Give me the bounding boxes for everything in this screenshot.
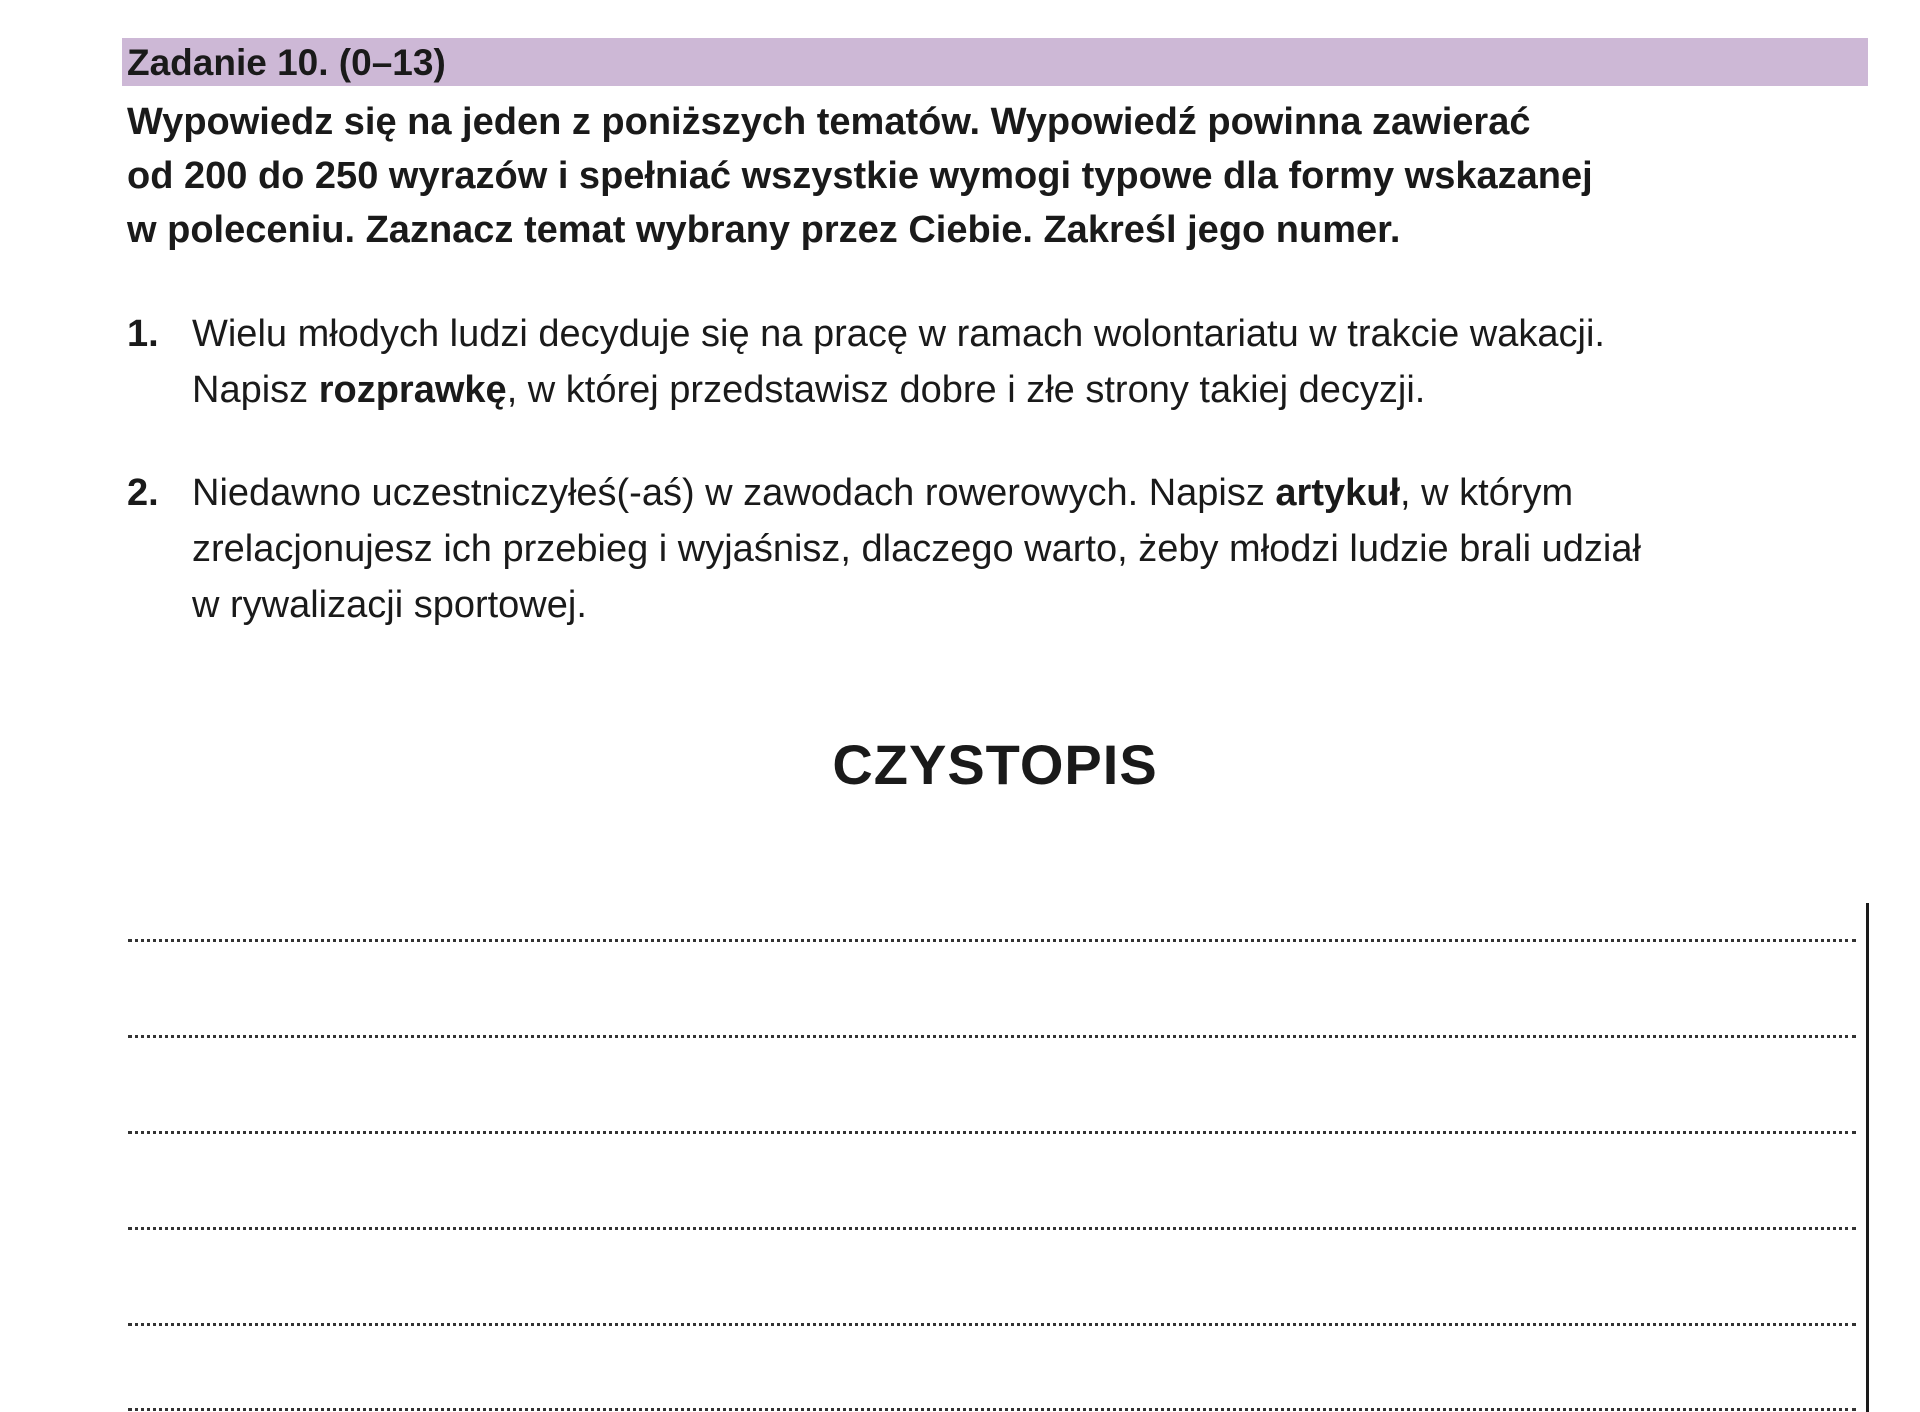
topic-text — [192, 306, 1605, 418]
instruction-line: Wypowiedz się na jeden z poniższych tematów. Wypowiedź powinna zawierać — [127, 101, 1531, 143]
topic-text-segment: , w którym — [1400, 472, 1574, 514]
instruction-line: w poleceniu. Zaznacz temat wybrany przez Ciebie. Zakreśl jego numer. — [127, 209, 1401, 251]
topic-line: zrelacjonujesz ich przebieg i wyjaśnisz, dlaczego warto, żeby młodzi ludzie brali udział — [192, 528, 1641, 570]
writing-line[interactable] — [128, 1323, 1856, 1326]
topic-text-segment: Niedawno uczestniczyłeś(-aś) w zawodach rowerowych. Napisz — [192, 472, 1276, 514]
topic-2[interactable] — [127, 465, 1641, 633]
topic-1[interactable] — [127, 306, 1605, 418]
fair-copy-heading: CZYSTOPIS — [832, 733, 1158, 796]
topic-line — [192, 362, 1605, 418]
writing-area-border — [1866, 903, 1869, 1412]
topic-line: w rywalizacji sportowej. — [192, 584, 587, 626]
writing-line[interactable] — [128, 939, 1856, 942]
topic-text — [192, 465, 1641, 633]
writing-line[interactable] — [128, 1035, 1856, 1038]
writing-line[interactable] — [128, 1227, 1856, 1230]
writing-line[interactable] — [128, 1131, 1856, 1134]
topic-line — [192, 465, 1641, 521]
topic-number[interactable]: 1. — [127, 313, 159, 355]
topic-line: Wielu młodych ludzi decyduje się na pracę w ramach wolontariatu w trakcie wakacji. — [192, 313, 1605, 355]
topic-text-segment: Napisz — [192, 369, 319, 411]
instruction-line: od 200 do 250 wyrazów i spełniać wszystkie wymogi typowe dla formy wskazanej — [127, 155, 1593, 197]
task-title: Zadanie 10. (0–13) — [127, 42, 446, 83]
topic-text-segment: , w której przedstawisz dobre i złe strony takiej decyzji. — [506, 369, 1426, 411]
topic-form-keyword: rozprawkę — [318, 369, 507, 411]
topic-number[interactable]: 2. — [127, 472, 159, 514]
writing-line[interactable] — [128, 1408, 1856, 1411]
topic-form-keyword: artykuł — [1275, 472, 1401, 514]
task-instructions — [127, 95, 1847, 257]
